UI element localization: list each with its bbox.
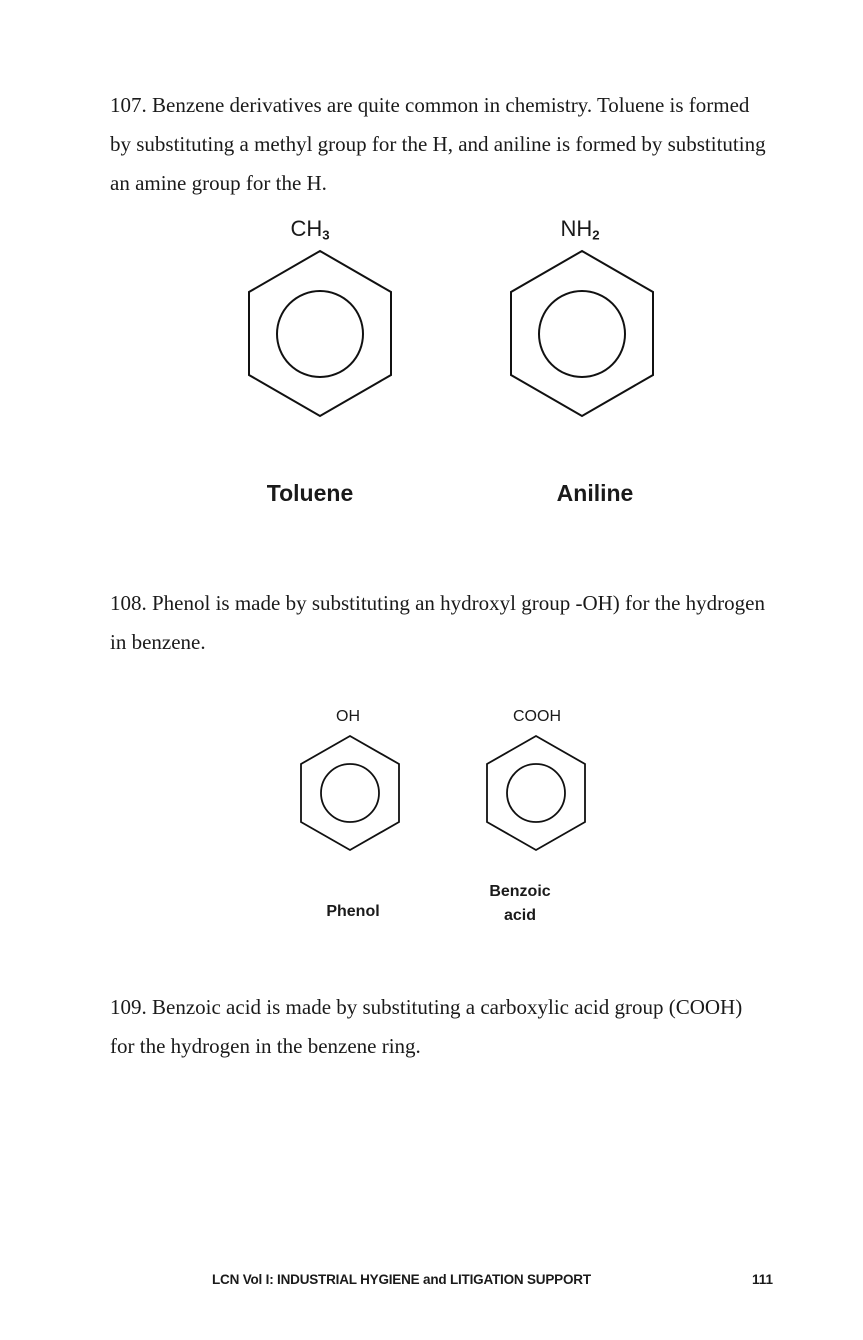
phenol-substituent-label: OH [336,708,360,725]
phenol-benzene-ring [298,734,402,854]
page-footer-title: LCN Vol I: INDUSTRIAL HYGIENE and LITIGATION SUPPORT [212,1272,591,1287]
paragraph-108: 108. Phenol is made by substituting an hydroxyl group -OH) for the hydrogen in benzene. [110,591,765,654]
toluene-subscript: 3 [322,227,330,243]
toluene-name-label: Toluene [266,480,354,506]
benzoic-name-line1: Benzoic [489,883,551,900]
aniline-benzene-ring [507,248,657,420]
paragraph-109: 109. Benzoic acid is made by substituting a carboxylic acid group (COOH) for the hydrogen in the benzene ring. [110,995,743,1058]
phenol-name-label: Phenol [326,903,380,920]
benzoic-benzene-ring [484,734,588,854]
aniline-name-label: Aniline [556,480,634,506]
paragraph-107: 107. Benzene derivatives are quite common in chemistry. Toluene is formed by substituting a methyl group for the H, and aniline is formed by substituting an amine group for the H. [110,93,766,195]
toluene-substituent-text: CH [290,216,323,241]
aniline-subscript: 2 [592,227,600,243]
benzoic-name-line2: acid [503,907,536,924]
toluene-benzene-ring [245,248,395,420]
aniline-substituent-label [540,216,620,242]
page-number: 111 [752,1272,774,1287]
aniline-substituent-text: NH [560,216,593,241]
toluene-substituent-label [270,216,350,242]
benzoic-substituent-label: COOH [513,708,561,725]
